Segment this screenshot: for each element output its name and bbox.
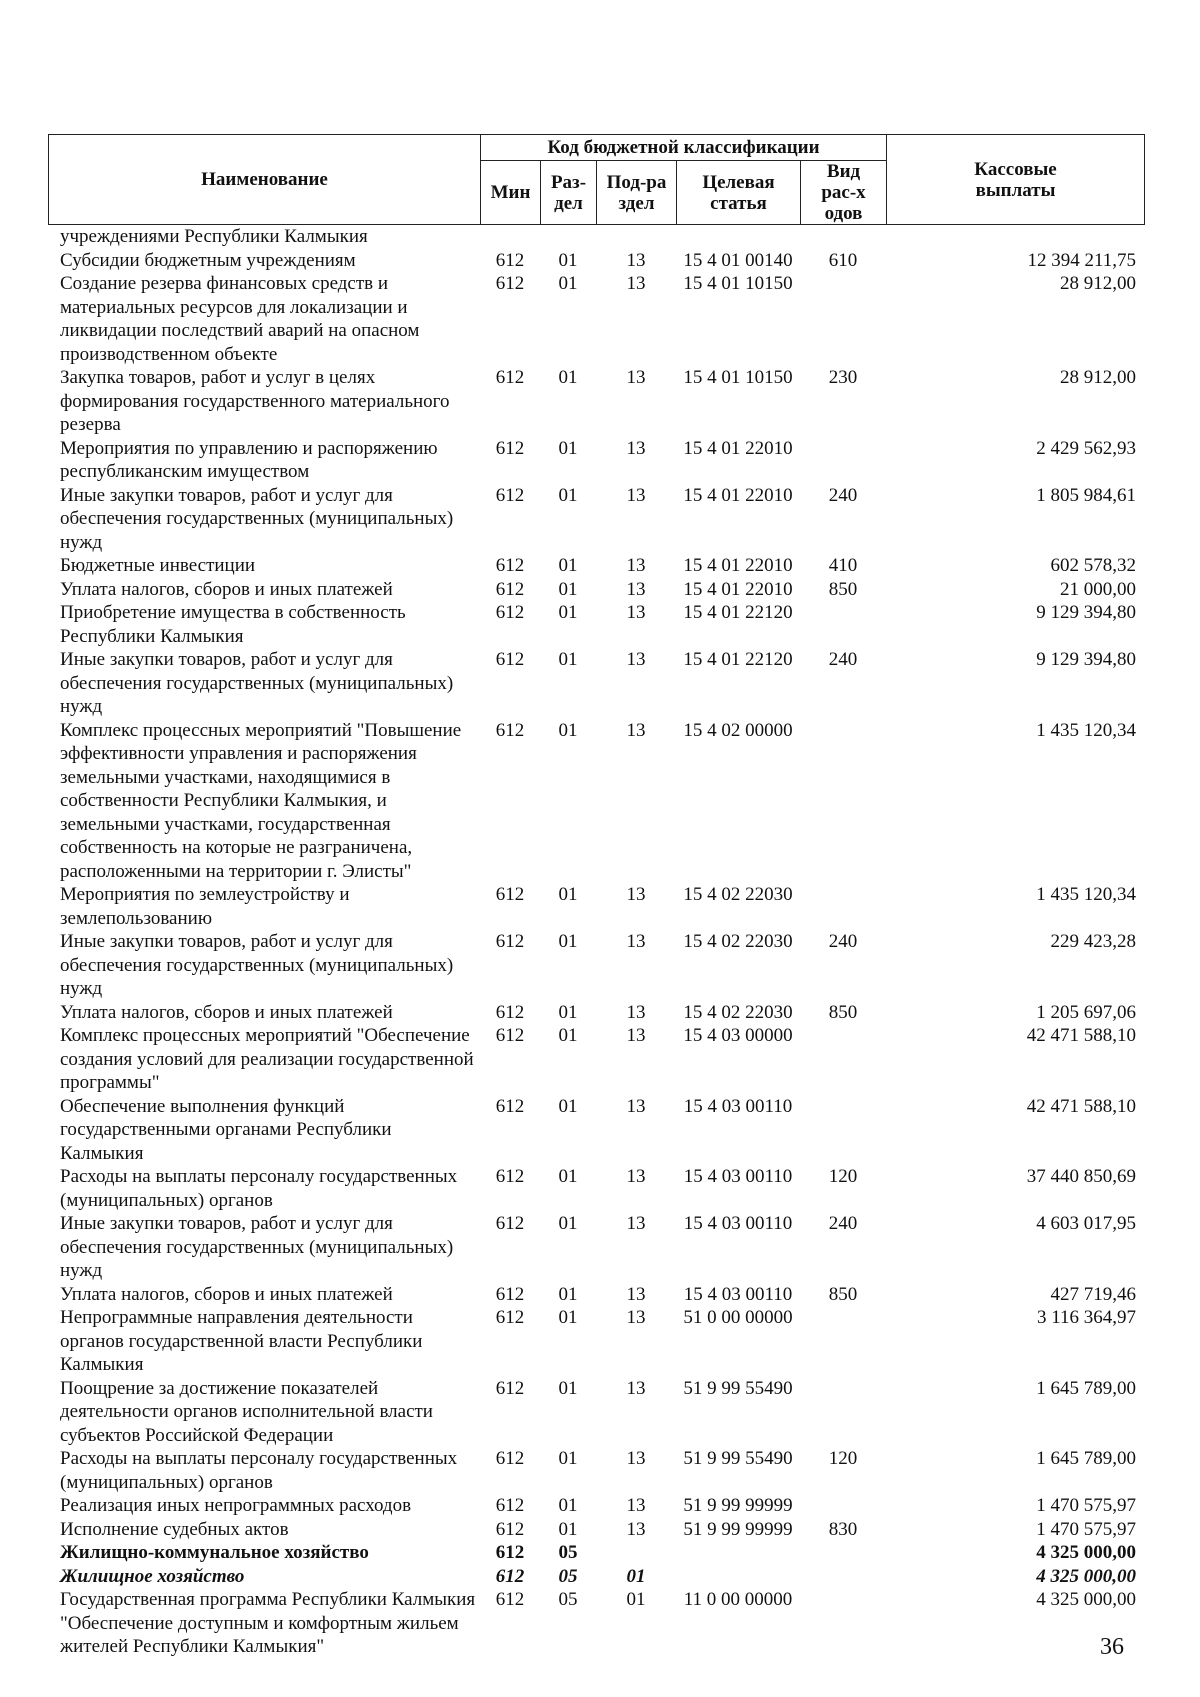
- cell-celevaya: 51 9 99 55490: [683, 1448, 793, 1469]
- table-row: [48, 1283, 1144, 1307]
- table-row: [48, 554, 1144, 578]
- cell-podrazdel: [596, 225, 676, 249]
- cell-min: 612: [495, 1166, 525, 1187]
- cell-razdel: 01: [558, 884, 578, 905]
- table-row: [48, 1377, 1144, 1448]
- col-header-vid-text: Вид рас-ходов: [821, 161, 866, 224]
- cell-podrazdel: 13: [626, 273, 646, 294]
- cell-razdel: 01: [558, 1166, 578, 1187]
- cell-min: 612: [495, 1025, 525, 1046]
- cell-name: Государственная программа Республики Калмыкия "Обеспечение доступным и комфортным жильем жителей Республики Калмыкия": [60, 1589, 476, 1657]
- cell-name: Приобретение имущества в собственность Республики Калмыкия: [60, 602, 406, 647]
- table-row: [48, 1306, 1144, 1377]
- cell-podrazdel: 13: [626, 602, 646, 623]
- cell-min: [480, 225, 540, 249]
- cell-razdel: 01: [558, 1518, 578, 1540]
- cell-name: учреждениями Республики Калмыкия: [60, 226, 368, 247]
- cell-sum: 1 435 120,34: [1036, 719, 1136, 741]
- cell-podrazdel: 13: [626, 884, 646, 905]
- cell-razdel: [540, 225, 596, 249]
- cell-celevaya: 15 4 01 22010: [683, 555, 793, 576]
- cell-name: Исполнение судебных актов: [60, 1518, 289, 1540]
- cell-min: 612: [495, 884, 525, 905]
- cell-min: 612: [495, 1542, 525, 1563]
- cell-podrazdel: 13: [626, 437, 646, 459]
- cell-min: 612: [495, 578, 525, 600]
- table-row: [48, 484, 1144, 555]
- cell-sum: 602 578,32: [1050, 555, 1136, 576]
- cell-razdel: 01: [558, 555, 578, 576]
- col-header-razdel-text: Раз-дел: [550, 171, 587, 214]
- cell-sum: 42 471 588,10: [1026, 1025, 1136, 1046]
- cell-sum: 1 470 575,97: [1036, 1495, 1136, 1516]
- col-header-kassovye: [887, 135, 1145, 225]
- cell-vid: [800, 883, 886, 930]
- cell-vid: [800, 437, 886, 484]
- cell-podrazdel: 13: [626, 1448, 646, 1469]
- cell-podrazdel: 13: [626, 484, 646, 506]
- table-row: [48, 1212, 1144, 1283]
- cell-vid: 850: [828, 578, 858, 600]
- cell-min: 612: [495, 931, 525, 952]
- cell-celevaya: 15 4 01 22010: [683, 437, 793, 459]
- cell-podrazdel: 01: [626, 1589, 646, 1610]
- cell-min: 612: [495, 249, 525, 271]
- col-header-min: Мин: [481, 161, 541, 225]
- cell-sum: 3 116 364,97: [1036, 1307, 1136, 1328]
- cell-sum: 1 205 697,06: [1036, 1001, 1136, 1023]
- cell-name: Уплата налогов, сборов и иных платежей: [60, 1001, 393, 1023]
- cell-celevaya: 15 4 01 10150: [683, 273, 793, 294]
- table-body: [48, 225, 1144, 1659]
- cell-podrazdel: 13: [626, 1377, 646, 1399]
- cell-celevaya: 51 9 99 55490: [683, 1377, 793, 1399]
- cell-razdel: 05: [558, 1565, 578, 1587]
- cell-podrazdel: 13: [626, 1213, 646, 1234]
- cell-name: Расходы на выплаты персоналу государственных (муниципальных) органов: [60, 1166, 458, 1211]
- cell-name: Мероприятия по управлению и распоряжению республиканским имуществом: [60, 437, 438, 482]
- cell-podrazdel: 13: [626, 1001, 646, 1023]
- cell-razdel: 01: [558, 437, 578, 459]
- cell-sum: 12 394 211,75: [1027, 249, 1136, 271]
- cell-podrazdel: 13: [626, 931, 646, 952]
- cell-razdel: 01: [558, 273, 578, 294]
- table-row: [48, 1541, 1144, 1565]
- cell-sum: 229 423,28: [1050, 931, 1136, 952]
- cell-sum: 21 000,00: [1060, 578, 1136, 600]
- cell-vid: [800, 1377, 886, 1448]
- table-row: [48, 225, 1144, 249]
- cell-name: Закупка товаров, работ и услуг в целях формирования государственного материального резерва: [60, 367, 450, 435]
- cell-name: Иные закупки товаров, работ и услуг для обеспечения государственных (муниципальных) нужд: [60, 1213, 454, 1281]
- cell-celevaya: 15 4 01 22010: [683, 578, 793, 600]
- cell-celevaya: [676, 225, 800, 249]
- table-row: [48, 1518, 1144, 1542]
- cell-celevaya: 15 4 01 00140: [683, 249, 793, 271]
- cell-podrazdel: [596, 1541, 676, 1565]
- cell-razdel: 01: [558, 1025, 578, 1046]
- table-row: [48, 1447, 1144, 1494]
- cell-sum: 9 129 394,80: [1036, 649, 1136, 670]
- cell-sum: 4 325 000,00: [1036, 1589, 1136, 1610]
- cell-podrazdel: 13: [626, 367, 646, 388]
- cell-vid: 240: [828, 1213, 858, 1234]
- cell-name: Мероприятия по землеустройству и землепользованию: [60, 884, 350, 929]
- table-row: [48, 249, 1144, 273]
- cell-razdel: 01: [558, 1495, 578, 1516]
- cell-podrazdel: 13: [626, 1166, 646, 1187]
- cell-podrazdel: 13: [626, 719, 646, 741]
- cell-name: Иные закупки товаров, работ и услуг для обеспечения государственных (муниципальных) нужд: [60, 649, 454, 717]
- cell-celevaya: 51 0 00 00000: [683, 1307, 793, 1328]
- cell-celevaya: 15 4 01 10150: [683, 367, 793, 388]
- cell-razdel: 01: [558, 1377, 578, 1399]
- cell-razdel: 01: [558, 719, 578, 741]
- cell-razdel: 01: [558, 367, 578, 388]
- cell-vid: 230: [828, 367, 858, 388]
- cell-name: Комплекс процессных мероприятий "Повышение эффективности управления и распоряжения земельными участками, находящимися в собственности Республики Калмыкия, и земельными участками, государственная собственность на которые не разграничена, расположенными на территории г. Элисты": [60, 719, 462, 882]
- cell-razdel: 05: [558, 1542, 578, 1563]
- cell-vid: [800, 1541, 886, 1565]
- cell-vid: [800, 1588, 886, 1659]
- table-row: [48, 930, 1144, 1001]
- cell-vid: 850: [828, 1283, 858, 1305]
- cell-min: 612: [495, 367, 525, 388]
- cell-min: 612: [495, 649, 525, 670]
- table-row: [48, 1165, 1144, 1212]
- table-row: [48, 366, 1144, 437]
- cell-vid: [800, 1565, 886, 1589]
- col-header-celevaya: [677, 161, 801, 225]
- cell-vid: 850: [828, 1001, 858, 1023]
- col-header-vid: [801, 161, 887, 225]
- cell-name: Бюджетные инвестиции: [60, 555, 256, 576]
- cell-razdel: 01: [558, 931, 578, 952]
- col-header-code-group: Код бюджетной классификации: [481, 135, 887, 161]
- cell-sum: 28 912,00: [1060, 367, 1136, 388]
- cell-name: Обеспечение выполнения функций государственными органами Республики Калмыкия: [60, 1095, 392, 1164]
- cell-razdel: 01: [558, 1307, 578, 1328]
- cell-razdel: 01: [558, 1283, 578, 1305]
- cell-vid: 830: [828, 1518, 858, 1540]
- cell-sum: 2 429 562,93: [1036, 437, 1136, 459]
- cell-razdel: 01: [558, 1001, 578, 1023]
- cell-min: 612: [495, 719, 525, 741]
- table-row: [48, 883, 1144, 930]
- cell-min: 612: [495, 1213, 525, 1234]
- cell-razdel: 01: [558, 578, 578, 600]
- cell-celevaya: 15 4 03 00110: [683, 1213, 793, 1234]
- col-header-podrazdel: [597, 161, 677, 225]
- cell-min: 612: [495, 1307, 525, 1328]
- cell-name: Непрограммные направления деятельности органов государственной власти Республики Калмыкия: [60, 1307, 423, 1375]
- cell-sum: 1 805 984,61: [1036, 484, 1136, 506]
- col-header-celevaya-text: Целевая статья: [702, 171, 775, 214]
- cell-name: Жилищно-коммунальное хозяйство: [60, 1542, 369, 1563]
- cell-podrazdel: 13: [626, 249, 646, 271]
- cell-min: 612: [495, 602, 525, 623]
- cell-razdel: 01: [558, 249, 578, 271]
- cell-min: 612: [495, 1565, 525, 1587]
- cell-razdel: 01: [558, 649, 578, 670]
- cell-vid: [800, 225, 886, 249]
- cell-name: Жилищное хозяйство: [60, 1565, 245, 1587]
- cell-min: 612: [495, 1518, 525, 1540]
- table-row: [48, 1095, 1144, 1166]
- cell-min: 612: [495, 555, 525, 576]
- document-page: [48, 134, 1144, 1659]
- cell-podrazdel: 13: [626, 1283, 646, 1305]
- cell-razdel: 01: [558, 484, 578, 506]
- cell-vid: 610: [828, 249, 858, 271]
- cell-min: 612: [495, 1095, 525, 1117]
- cell-name: Субсидии бюджетным учреждениям: [60, 249, 356, 271]
- cell-razdel: 05: [558, 1589, 578, 1610]
- col-header-name: Наименование: [49, 135, 481, 225]
- cell-name: Иные закупки товаров, работ и услуг для обеспечения государственных (муниципальных) нужд: [60, 484, 454, 553]
- cell-podrazdel: 13: [626, 555, 646, 576]
- cell-min: 612: [495, 484, 525, 506]
- table-header: [48, 134, 1145, 225]
- cell-min: 612: [495, 1448, 525, 1469]
- cell-podrazdel: 01: [626, 1565, 646, 1587]
- cell-name: Комплекс процессных мероприятий "Обеспечение создания условий для реализации государственной программы": [60, 1025, 474, 1093]
- cell-vid: [800, 601, 886, 648]
- cell-podrazdel: 13: [626, 578, 646, 600]
- cell-podrazdel: 13: [626, 1307, 646, 1328]
- cell-celevaya: 15 4 03 00000: [683, 1025, 793, 1046]
- col-header-kassovye-text: Кассовые выплаты: [974, 158, 1057, 201]
- cell-name: Расходы на выплаты персоналу государственных (муниципальных) органов: [60, 1448, 458, 1493]
- cell-celevaya: 15 4 02 22030: [683, 931, 793, 952]
- cell-sum: 1 645 789,00: [1036, 1448, 1136, 1469]
- cell-celevaya: 15 4 01 22120: [683, 649, 793, 670]
- cell-podrazdel: 13: [626, 649, 646, 670]
- table-row: [48, 648, 1144, 719]
- cell-sum: 427 719,46: [1050, 1283, 1136, 1305]
- cell-celevaya: 15 4 02 00000: [683, 719, 793, 741]
- cell-vid: 240: [828, 649, 858, 670]
- cell-name: Поощрение за достижение показателей деятельности органов исполнительной власти субъектов Российской Федерации: [60, 1377, 433, 1446]
- cell-sum: 9 129 394,80: [1036, 602, 1136, 623]
- cell-min: 612: [495, 1377, 525, 1399]
- cell-vid: [800, 1494, 886, 1518]
- cell-celevaya: 15 4 01 22120: [683, 602, 793, 623]
- cell-sum: 1 645 789,00: [1036, 1377, 1136, 1399]
- cell-celevaya: 15 4 03 00110: [683, 1095, 793, 1117]
- cell-min: 612: [495, 1589, 525, 1610]
- table-row: [48, 272, 1144, 366]
- table-row: [48, 1024, 1144, 1095]
- cell-min: 612: [495, 273, 525, 294]
- cell-podrazdel: 13: [626, 1518, 646, 1540]
- cell-vid: [800, 1306, 886, 1377]
- cell-name: Уплата налогов, сборов и иных платежей: [60, 578, 393, 600]
- cell-name: Иные закупки товаров, работ и услуг для обеспечения государственных (муниципальных) нужд: [60, 931, 454, 999]
- cell-vid: 120: [828, 1166, 858, 1187]
- cell-sum: 37 440 850,69: [1026, 1166, 1136, 1187]
- table-row: [48, 1494, 1144, 1518]
- cell-celevaya: 15 4 02 22030: [683, 884, 793, 905]
- cell-razdel: 01: [558, 1213, 578, 1234]
- cell-sum: 28 912,00: [1060, 273, 1136, 294]
- cell-sum: 4 325 000,00: [1036, 1565, 1136, 1587]
- cell-razdel: 01: [558, 1095, 578, 1117]
- cell-vid: [800, 272, 886, 366]
- table-row: [48, 1001, 1144, 1025]
- cell-celevaya: 15 4 01 22010: [683, 484, 793, 506]
- cell-celevaya: 51 9 99 99999: [683, 1495, 793, 1516]
- cell-celevaya: 11 0 00 00000: [683, 1589, 793, 1610]
- cell-razdel: 01: [558, 1448, 578, 1469]
- cell-celevaya: 15 4 03 00110: [683, 1166, 793, 1187]
- cell-sum: 4 603 017,95: [1036, 1213, 1136, 1234]
- cell-min: 612: [495, 437, 525, 459]
- cell-celevaya: [676, 1541, 800, 1565]
- table-row: [48, 719, 1144, 884]
- cell-vid: [800, 1095, 886, 1166]
- page-number: 36: [1100, 1634, 1124, 1660]
- cell-name: Уплата налогов, сборов и иных платежей: [60, 1283, 393, 1305]
- cell-celevaya: 15 4 03 00110: [683, 1283, 793, 1305]
- cell-sum: 4 325 000,00: [1036, 1542, 1136, 1563]
- cell-vid: 120: [828, 1448, 858, 1469]
- cell-podrazdel: 13: [626, 1025, 646, 1046]
- cell-podrazdel: 13: [626, 1095, 646, 1117]
- cell-sum: 1 470 575,97: [1036, 1518, 1136, 1540]
- table-row: [48, 601, 1144, 648]
- cell-sum: 1 435 120,34: [1036, 884, 1136, 905]
- col-header-razdel: [541, 161, 597, 225]
- cell-sum: 42 471 588,10: [1026, 1095, 1136, 1117]
- table-row: [48, 1588, 1144, 1659]
- cell-podrazdel: 13: [626, 1495, 646, 1516]
- cell-celevaya: 51 9 99 99999: [683, 1518, 793, 1540]
- cell-vid: 240: [828, 931, 858, 952]
- cell-razdel: 01: [558, 602, 578, 623]
- cell-min: 612: [495, 1001, 525, 1023]
- cell-celevaya: 15 4 02 22030: [683, 1001, 793, 1023]
- table-row: [48, 1565, 1144, 1589]
- cell-name: Создание резерва финансовых средств и материальных ресурсов для локализации и ликвидации последствий аварий на опасном производственном объекте: [60, 273, 420, 365]
- col-header-podrazdel-text: Под-раздел: [606, 171, 667, 214]
- cell-vid: 240: [828, 484, 858, 506]
- table-row: [48, 437, 1144, 484]
- cell-min: 612: [495, 1283, 525, 1305]
- cell-name: Реализация иных непрограммных расходов: [60, 1495, 412, 1516]
- cell-sum: [886, 225, 1144, 249]
- table-row: [48, 578, 1144, 602]
- cell-vid: [800, 1024, 886, 1095]
- cell-min: 612: [495, 1495, 525, 1516]
- cell-vid: 410: [828, 555, 858, 576]
- cell-celevaya: [676, 1565, 800, 1589]
- cell-vid: [800, 719, 886, 884]
